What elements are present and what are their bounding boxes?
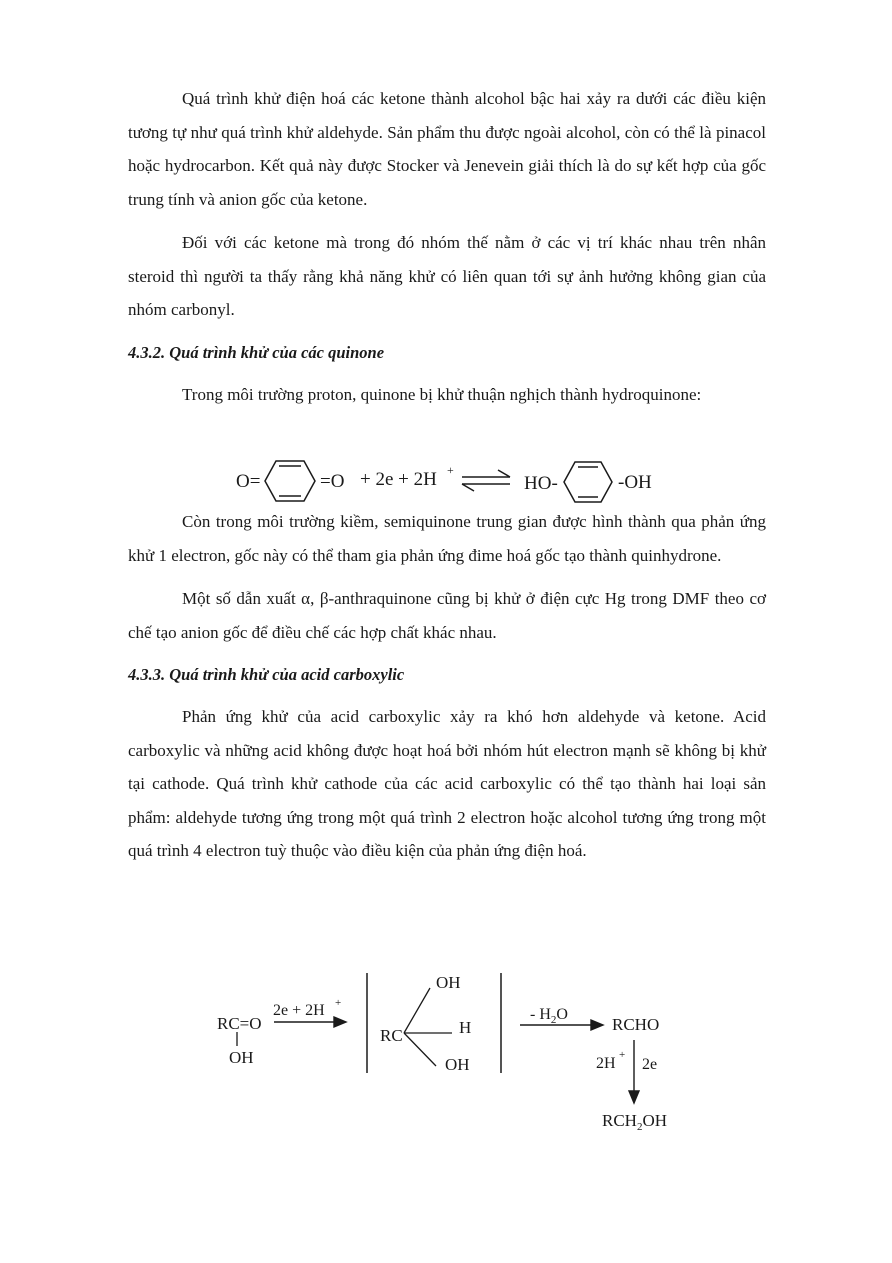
- step3-proton-charge: +: [619, 1049, 626, 1061]
- document-page: [128, 82, 766, 868]
- product-rch2oh: $RCH_2OH$: [602, 1111, 668, 1133]
- step1-reagents: 2e + 2H: [273, 1002, 325, 1019]
- hydroquinone-right-oh: -OH: [618, 472, 652, 493]
- intermediate-bonds: [404, 988, 452, 1066]
- product-rcho: RCHO: [612, 1015, 660, 1034]
- step1-proton-charge: +: [335, 997, 342, 1009]
- equation-quinone-space: [128, 411, 766, 505]
- step1-arrow-icon: [274, 1017, 346, 1027]
- intermediate-oh-bottom: OH: [445, 1055, 470, 1074]
- hydroquinone-left-ho: HO-: [524, 473, 558, 494]
- heading-carboxylic-reduction: 4.3.3. Quá trình khử của acid carboxylic: [128, 665, 405, 684]
- step2-minus-h: - $H_2O$: [530, 1006, 568, 1026]
- quinone-left-oxygen: O=: [236, 471, 261, 492]
- paragraph-anthraquinone: Một số dẫn xuất α, β-anthraquinone cũng bị khử ở điện cực Hg trong DMF theo cơ chế tạo anion gốc để điều chế các hợp chất khác nhau.: [128, 589, 766, 642]
- acid-rc-o: RC=O: [217, 1014, 262, 1033]
- acid-oh: OH: [229, 1048, 254, 1067]
- heading-quinone-reduction: 4.3.2. Quá trình khử của các quinone: [128, 342, 385, 362]
- step3-arrow-icon: [629, 1040, 639, 1103]
- paragraph-semiquinone: Còn trong môi trường kiềm, semiquinone trung gian được hình thành qua phản ứng khử 1 electron, gốc này có thể tham gia phản ứng đime hoá gốc tạo thành quinhydrone.: [128, 512, 766, 565]
- paragraph-steroid-ketones: Đối với các ketone mà trong đó nhóm thế nằm ở các vị trí khác nhau trên nhân steroid thì người ta thấy rằng khả năng khử có liên quan tới sự ảnh hưởng không gian của nhóm carbonyl.: [128, 233, 766, 319]
- paragraph-quinone-proton: Trong môi trường proton, quinone bị khử thuận nghịch thành hydroquinone:: [182, 384, 702, 404]
- step3-proton: 2H: [596, 1055, 616, 1072]
- intermediate-oh-top: OH: [436, 973, 461, 992]
- intermediate-h: H: [459, 1018, 472, 1037]
- paragraph-ketone-reduction: Quá trình khử điện hoá các ketone thành alcohol bậc hai xảy ra dưới các điều kiện tương tự như quá trình khử aldehyde. Sản phẩm thu được ngoài alcohol, còn có thể là pinacol hoặc hydrocarbon. Kết quả này được Stocker và Jenevein giải thích là do sự kết hợp của gốc trung tính và anion gốc của ketone.: [128, 89, 766, 209]
- step3-electrons: 2e: [642, 1056, 658, 1073]
- quinone-proton-charge: +: [447, 463, 454, 477]
- quinone-reagents: + 2e + 2H: [360, 469, 437, 490]
- quinone-right-oxygen: =O: [320, 471, 345, 492]
- step2-arrow-icon: [520, 1020, 603, 1030]
- paragraph-carboxylic-acid: Phản ứng khử của acid carboxylic xảy ra khó hơn aldehyde và ketone. Acid carboxylic và những acid không được hoạt hoá bởi nhóm hút electron mạnh sẽ không bị khử tại cathode. Quá trình khử cathode của các acid carboxylic có thể tạo thành hai loại sản phẩm: aldehyde tương ứng trong một quá trình 2 electron hoặc alcohol tương ứng trong một quá trình 4 electron tuỳ thuộc vào điều kiện của phản ứng điện hoá.: [128, 707, 766, 860]
- intermediate-rc: RC: [380, 1026, 403, 1045]
